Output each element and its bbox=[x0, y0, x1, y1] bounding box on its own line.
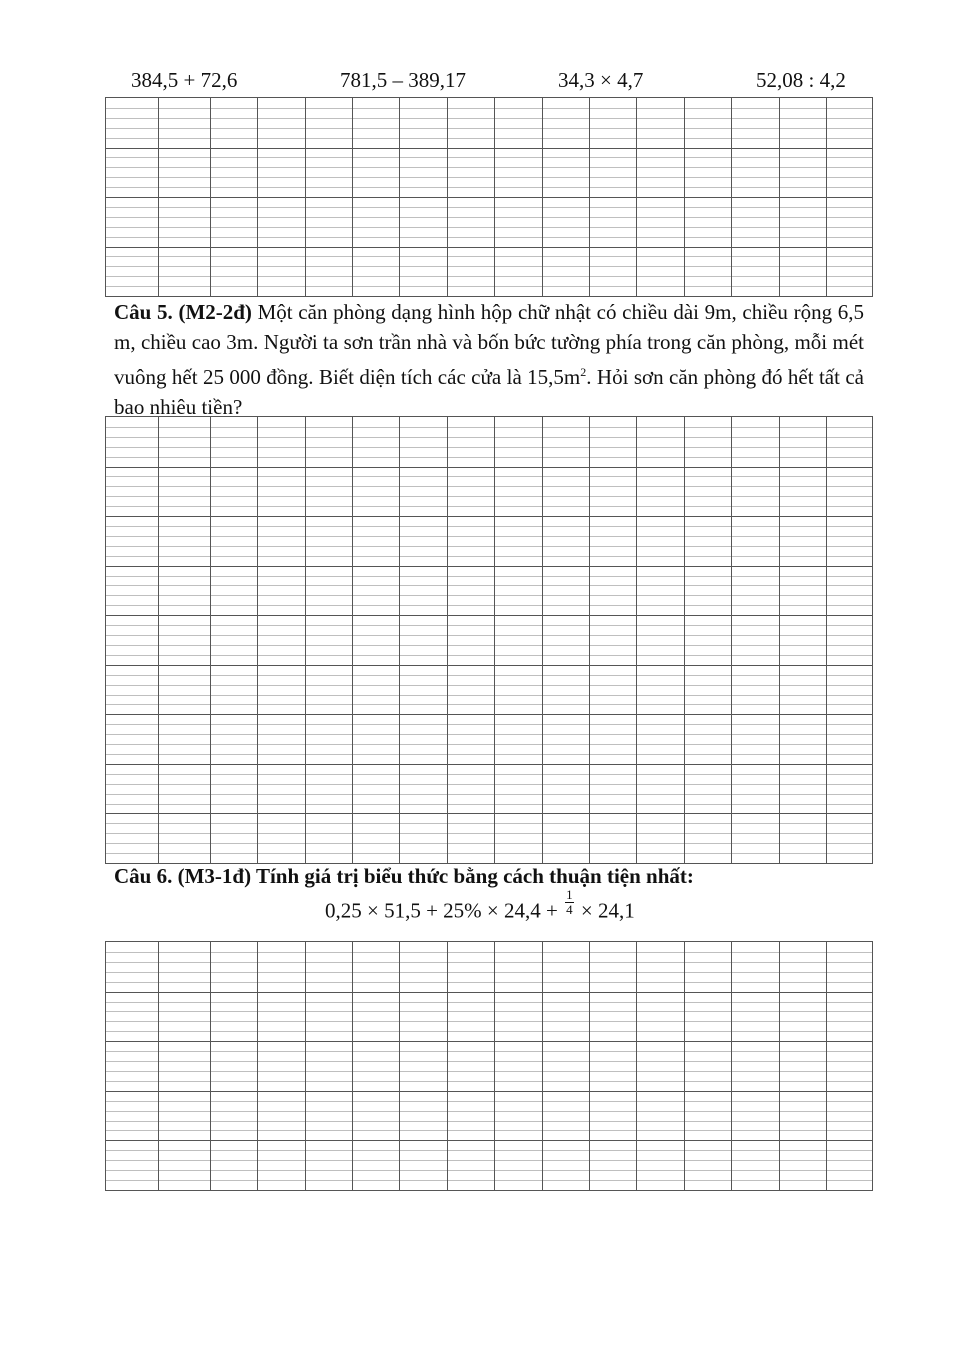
question6-label: Câu 6. (M3-1đ) Tính giá trị biểu thức bằng cách thuận tiện nhất: bbox=[114, 864, 694, 888]
grid-lines bbox=[106, 417, 872, 863]
question6-formula bbox=[325, 887, 635, 927]
question5-body: Một căn phòng dạng hình hộp chữ nhật có chiều dài 9m, chiều rộng 6,5 m, chiều cao 3m. Người ta sơn trần nhà và bốn bức tường phía trong căn phòng, mỗi mét vuông hết 25 000 đồng. Biết diện tích các cửa là 15,5m bbox=[114, 300, 865, 389]
expression-division: 52,08 : 4,2 bbox=[756, 68, 846, 92]
expression-subtraction: 781,5 – 389,17 bbox=[340, 68, 466, 92]
expression-addition: 384,5 + 72,6 bbox=[131, 68, 238, 92]
question5-text bbox=[114, 297, 864, 422]
grid-lines bbox=[106, 98, 872, 296]
question5-superscript: 2 bbox=[580, 365, 587, 379]
grid-lines bbox=[106, 942, 872, 1190]
work-grid-question5[interactable] bbox=[105, 416, 873, 864]
formula-right: × 24,1 bbox=[575, 898, 635, 923]
work-grid-question6[interactable] bbox=[105, 941, 873, 1191]
fraction bbox=[565, 888, 574, 917]
question5-body-end: . Hỏi sơn căn phòng đó hết tất cả bao nhiêu tiền? bbox=[114, 365, 864, 419]
fraction-denominator: 4 bbox=[566, 902, 573, 917]
question5-label: Câu 5. (M2-2đ) bbox=[114, 300, 252, 324]
work-grid-section4[interactable] bbox=[105, 97, 873, 297]
formula-left: 0,25 × 51,5 + 25% × 24,4 + bbox=[325, 898, 564, 923]
expression-multiplication: 34,3 × 4,7 bbox=[558, 68, 644, 92]
fraction-numerator: 1 bbox=[566, 887, 573, 902]
